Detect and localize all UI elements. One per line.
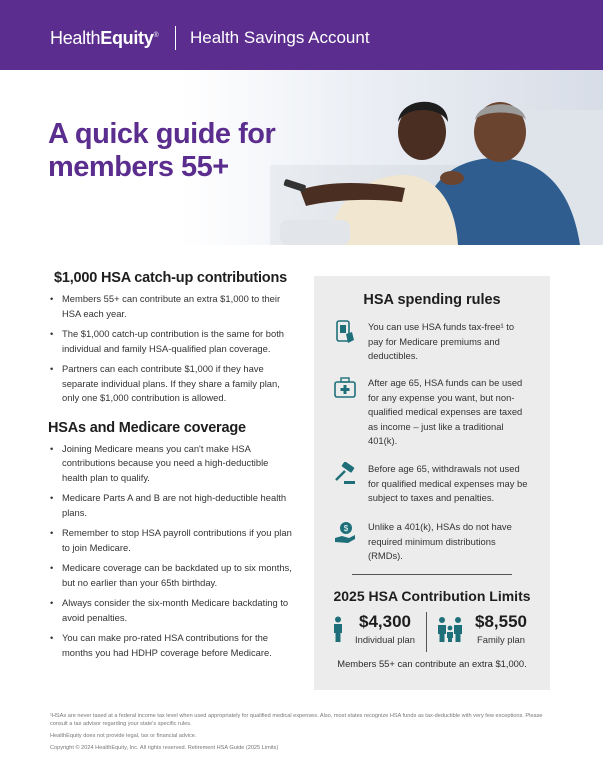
left-column — [48, 270, 293, 666]
header-divider — [175, 26, 176, 50]
list-item: • Medicare coverage can be backdated up to six months, but no earlier than your 65th birthday. — [48, 561, 293, 590]
couple-photo — [270, 70, 603, 245]
medicare-list — [48, 442, 293, 661]
list-item: • You can make pro-rated HSA contributions for the months you had HDHP coverage before Medicare. — [48, 631, 293, 660]
family-limit — [464, 612, 538, 645]
rule-text: Unlike a 401(k), HSAs do not have required minimum distributions (RMDs). — [368, 521, 512, 561]
list-item: • Partners can each contribute $1,000 if they have separate individual plans. If they share a family plan, only one $1,000 contribution is allowed. — [48, 362, 293, 406]
list-item: • Remember to stop HSA payroll contributions if you plan to join Medicare. — [48, 526, 293, 555]
spending-title: HSA spending rules — [363, 292, 501, 308]
catchup-title: $1,000 HSA catch-up contributions — [54, 270, 287, 286]
individual-label: Individual plan — [355, 634, 415, 645]
family-amount: $8,550 — [475, 612, 527, 631]
brand-registered-mark: ® — [153, 32, 159, 39]
individual-amount: $4,300 — [359, 612, 411, 631]
medicare-title: HSAs and Medicare coverage — [48, 419, 246, 436]
footer-disclaimer: ¹HSAs are never taxed at a federal income tax level when used appropriately for qualified medical expenses. Also, most states recognize HSA funds as tax-deductible with very few exceptions. Please consult a tax advisor regarding your state's specific rules. — [50, 713, 543, 727]
svg-text:$: $ — [343, 524, 349, 533]
header-bar — [0, 0, 603, 70]
list-item: • Always consider the six-month Medicare backdating to avoid penalties. — [48, 596, 293, 625]
brand-name-regular: Health — [50, 28, 101, 48]
family-label: Family plan — [477, 634, 525, 645]
page-title-line1: A quick guide for — [48, 118, 276, 150]
rule-text: You can use HSA funds tax-free¹ to pay for Medicare premiums and deductibles. — [368, 321, 515, 361]
footer-copyright: Copyright © 2024 HealthEquity, Inc. All rights reserved. Retirement HSA Guide (2025 Limits) — [50, 745, 279, 751]
page-title-line2: members 55+ — [48, 151, 229, 183]
limits-divider — [352, 574, 512, 575]
individual-limit — [348, 612, 422, 645]
medical-kit-icon — [334, 376, 356, 400]
rule-text: Before age 65, withdrawals not used for qualified medical expenses may be subject to taxes and penalties. — [368, 463, 528, 503]
brand-logo[interactable] — [50, 28, 158, 49]
person-icon — [332, 616, 344, 642]
limits-separator — [426, 612, 427, 652]
product-name: Health Savings Account — [190, 28, 370, 47]
footer — [50, 712, 560, 756]
catchup-list — [48, 292, 293, 406]
gavel-icon — [334, 462, 356, 486]
family-icon — [436, 616, 464, 642]
footer-advice: HealthEquity does not provide legal, tax or financial advice. — [50, 733, 197, 739]
limits-note: Members 55+ can contribute an extra $1,000. — [337, 658, 527, 669]
list-item: • Medicare Parts A and B are not high-deductible health plans. — [48, 491, 293, 520]
brand-name-bold: Equity — [100, 28, 154, 48]
list-item: • Members 55+ can contribute an extra $1,000 to their HSA each year. — [48, 292, 293, 321]
spending-rules-panel — [314, 276, 550, 690]
money-hand-icon — [334, 520, 356, 544]
page-title — [48, 118, 275, 184]
hero-banner — [0, 70, 603, 245]
phone-tap-icon — [334, 320, 356, 344]
list-item: • The $1,000 catch-up contribution is the same for both individual and family HSA-qualified plan coverage. — [48, 327, 293, 356]
limits-title: 2025 HSA Contribution Limits — [333, 588, 531, 604]
rule-text: After age 65, HSA funds can be used for any expense you want, but non-qualified medical expenses are taxed as income – just like a traditional 401(k). — [368, 377, 523, 446]
list-item: • Joining Medicare means you can't make HSA contributions because you need a high-deductible health plan to qualify. — [48, 442, 293, 486]
